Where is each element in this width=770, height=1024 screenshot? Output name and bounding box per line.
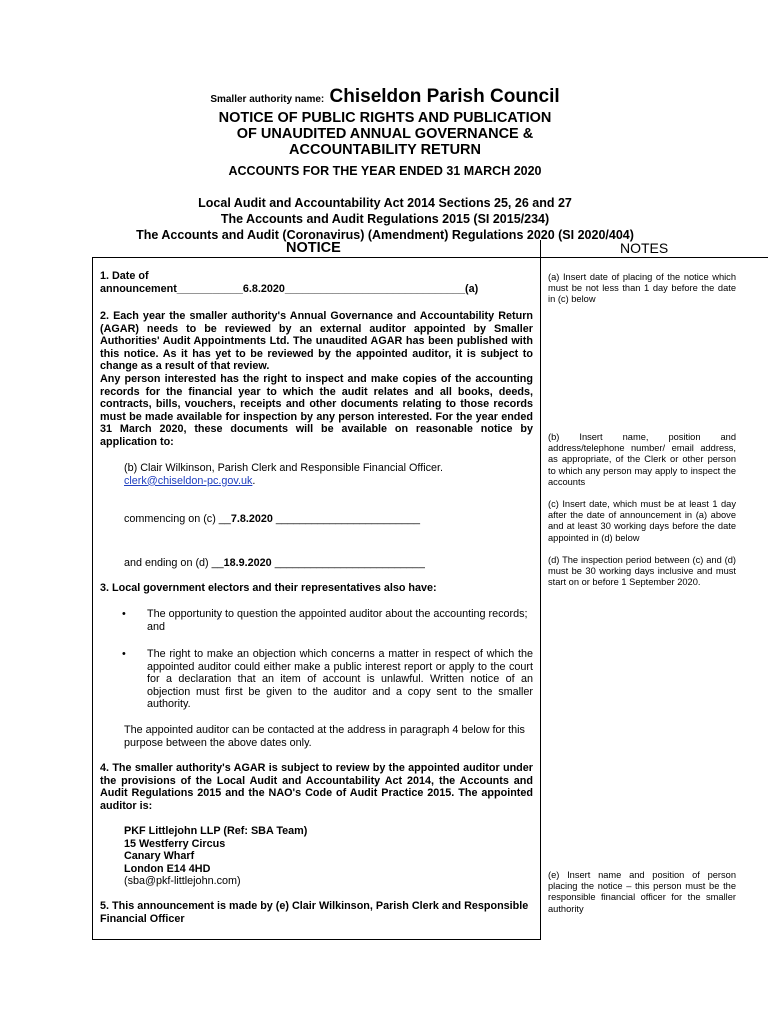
note-b: (b) Insert name, position and address/telephone number/ email address, as appropriate, of the Clerk or other person to which any person may apply to inspect the accounts [548,432,736,487]
section-2-paragraph: 2. Each year the smaller authority's Annual Governance and Accountability Return (AGAR) needs to be reviewed by an external auditor appointed by Smaller Authorities' Audit Appointments Ltd. The unaudited AGAR has been published with this notice. As it has yet to be reviewed by the appointed auditor, it is subject to change as a result of that review. [100,310,533,373]
table-rule [92,939,541,940]
ending-date: 18.9.2020 [223,557,272,569]
contact-block: (b) Clair Wilkinson, Parish Clerk and Responsible Financial Officer. clerk@chiseldon-pc.gov.uk. [124,462,534,487]
authority-name-line [0,86,770,108]
commencing-date-line [124,513,524,526]
note-a: (a) Insert date of placing of the notice which must be not less than 1 day before the date in (c) below [548,272,736,305]
ending-date-line [124,557,524,570]
note-e: (e) Insert name and position of person placing the notice – this person must be the responsible financial officer for the smaller authority [548,870,736,914]
bullet-item: The opportunity to question the appointed auditor about the accounting records; and [147,608,528,633]
announcement-date: announcement___________6.8.2020______________________________(a) [100,282,479,295]
auditor-email-link[interactable]: (sba@pkf-littlejohn.com) [124,875,241,888]
contact-email-link[interactable]: clerk@chiseldon-pc.gov.uk [124,474,253,487]
title-line: ACCOUNTABILITY RETURN [289,142,481,158]
auditor-address-line: London E14 4HD [124,862,211,875]
section-2-paragraph: Any person interested has the right to inspect and make copies of the accounting records for the financial year to which the audit relates and all books, deeds, contracts, bills, vouchers, receipts and other documents relating to those records must be made available for inspection by any person interested. For the year ended 31 March 2020, these documents will be available on reasonable notice by application to: [100,372,533,448]
auditor-contact-note: The appointed auditor can be contacted at the address in paragraph 4 below for this purpose between the above dates only. [124,724,525,749]
note-c: (c) Insert date, which must be at least 1 day after the date of announcement in (a) above and at least 30 working days before the date appointed in (d) below [548,499,736,543]
legislation-line: The Accounts and Audit (Coronavirus) (Amendment) Regulations 2020 (SI 2020/404) [136,228,634,242]
commencing-blank: ________________________ [272,513,420,525]
table-rule [92,257,93,940]
notes-column-heading: NOTES [620,240,669,256]
legislation-line: Local Audit and Accountability Act 2014 Sections 25, 26 and 27 [198,196,572,210]
section-4: 4. The smaller authority's AGAR is subject to review by the appointed auditor under the provisions of the Local Audit and Accountability Act 2014, the Accounts and Audit Regulations 2015 and the NAO's Code of Audit Practice 2015. The appointed auditor is: [100,762,533,812]
auditor-address-line: 15 Westferry Circus [124,837,226,850]
section-1-label: 1. Date of [100,270,149,282]
accounts-year: ACCOUNTS FOR THE YEAR ENDED 31 MARCH 2020 [228,164,542,178]
section-3-heading: 3. Local government electors and their representatives also have: [100,582,437,594]
auditor-name: PKF Littlejohn LLP (Ref: SBA Team) [124,825,308,837]
legislation-line: The Accounts and Audit Regulations 2015 (SI 2015/234) [220,212,550,226]
notice-column-heading: NOTICE [286,240,341,256]
bullet-item: The right to make an objection which concerns a matter in respect of which the appointed auditor could either make a public interest report or apply to the court for a declaration that an item of account is unlawful. Written notice of an objection must first be given to the auditor and a copy sent to the smaller authority. [147,648,533,711]
contact-person: (b) Clair Wilkinson, Parish Clerk and Responsible Financial Officer. [124,462,444,474]
authority-label: Smaller authority name: [210,94,325,105]
section-1 [100,270,540,295]
authority-name: Chiseldon Parish Council [329,86,560,107]
auditor-address-line: Canary Wharf [124,850,195,863]
commencing-date: 7.8.2020 [230,513,273,525]
note-d: (d) The inspection period between (c) and (d) must be 30 working days inclusive and must start on or before 1 September 2020. [548,555,736,588]
section-2 [100,310,533,449]
notice-title [0,110,770,158]
section-5: 5. This announcement is made by (e) Clair Wilkinson, Parish Clerk and Responsible Financial Officer [100,900,529,925]
title-line: OF UNAUDITED ANNUAL GOVERNANCE & [236,126,534,142]
ending-label: and ending on (d) __ [124,557,224,569]
title-line: NOTICE OF PUBLIC RIGHTS AND PUBLICATION [218,110,552,126]
ending-blank: _________________________ [271,557,425,569]
bullet-dot: • [122,648,126,660]
legislation-block [0,195,770,243]
column-divider [540,240,541,940]
auditor-address [124,825,424,888]
bullet-dot: • [122,608,126,620]
commencing-label: commencing on (c) __ [124,513,231,525]
table-rule [92,257,768,258]
